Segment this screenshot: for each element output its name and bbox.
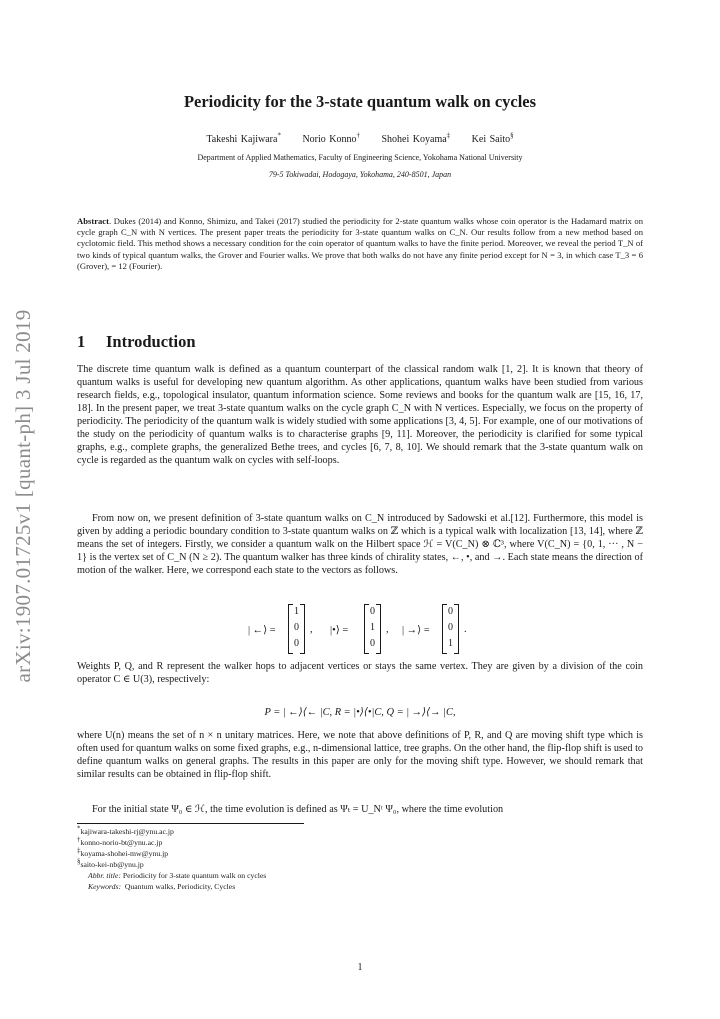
- footnote-rule: [77, 823, 304, 824]
- author-list: [0, 131, 720, 145]
- abstract-text: . Dukes (2014) and Konno, Shimizu, and Takei (2017) studied the periodicity for 2-state quantum walks whose coin operator is the Hadamard matrix on cycle graph C_N with N vertices. The present paper treats the periodicity for 3-state quantum walks on C_N. Our results follow from a new method based on cyclotomic field. This method shows a necessary condition for the coin operator of quantum walks to have the finite period. Moreover, we reveal the period T_N of two kinds of typical quantum walks, the Grover and Fourier walks. We prove that both walks do not have any finite period except for N = 3, in which case T_3 = 6 (Grover), = 12 (Fourier).: [77, 216, 643, 271]
- keywords: [88, 882, 235, 892]
- author: [471, 131, 514, 145]
- footnote-text: kajiwara-takeshi-rj@ynu.ac.jp: [80, 827, 174, 836]
- footnote: [77, 824, 174, 837]
- page-number: 1: [357, 962, 363, 973]
- paragraph: The discrete time quantum walk is defined as a quantum counterpart of the classical random walk [1, 2]. It is known that theory of quantum walks is useful for developing new quantum algorithm. As other applications, quantum walks have been studied from various research fields, e.g., topological insulator, quantum information science. Some reviews and books for the quantum walk are [15, 16, 17, 18]. In the present paper, we treat 3-state quantum walks on the cycle graph C_N with N vertices. Especially, we focus on the property of periodicity. The periodicity of the quantum walk is widely studied with some applications [3, 4, 5]. For example, one of our motivations of the study on the periodicity of quantum walks is to characterise graphs [9, 11]. Moreover, the periodicity is clarified for some typical graphs, e.g., complete graphs, the generalized Bethe trees, and cycles [6, 7, 8, 10]. We should remark that the 3-state quantum walk on cycle is regarded as the quantum walk on cycles with self-loops.: [77, 364, 643, 466]
- column-matrix: [288, 604, 305, 654]
- paragraph-text: From now on, we present definition of 3-state quantum walks on C_N introduced by Sadowski et al.[12]. Furthermore, this model is given by adding a periodic boundary condition to 3-state quantum walks on ℤ which is a typical walk with localization [13, 14], where ℤ means the set of integers. Firstly, we consider a quantum walk on the Hilbert space ℋ = V(C_N) ⊗ ℂ³, where V(C_N) = {0, 1, ··· , N − 1} is the vertex set of C_N (N ≥ 2). The quantum walker has three kinds of chirality states, ←, •, and →. Each state means the direction of motion of the walker. Here, we correspond each state to the vectors as follows.: [77, 513, 643, 576]
- matrix-entry: 0: [370, 606, 375, 617]
- vector-label: |•⟩ =: [330, 625, 349, 636]
- matrix-entry: 0: [294, 638, 299, 649]
- arxiv-stamp: arXiv:1907.01725v1 [quant-ph] 3 Jul 2019: [11, 309, 35, 683]
- paragraph: Weights P, Q, and R represent the walker hops to adjacent vertices or stays the same vertex. They are given by a division of the coin operator C ∈ U(3), respectively:: [77, 661, 643, 685]
- author-name: Norio Konno: [302, 134, 357, 145]
- matrix-entry: 0: [370, 638, 375, 649]
- footnote-text: koyama-shohei-mw@ynu.jp: [80, 849, 169, 858]
- paragraph: [77, 803, 643, 816]
- footnote-mark: †: [77, 835, 81, 844]
- matrix-entry: 0: [448, 622, 453, 633]
- abbr-title: [88, 871, 266, 881]
- affiliation: Department of Applied Mathematics, Faculty of Engineering Science, Yokohama National University: [197, 153, 523, 162]
- chirality-vectors: [248, 604, 488, 656]
- footnote-mark: *: [77, 824, 81, 833]
- matrix-entry: 1: [370, 622, 375, 633]
- footnote: [77, 857, 144, 870]
- vector-separator: .: [464, 624, 467, 635]
- vector-label: | ←⟩ =: [248, 625, 276, 636]
- section-heading: [77, 332, 196, 352]
- paper-title: Periodicity for the 3-state quantum walk on cycles: [183, 92, 537, 111]
- footnote: [77, 835, 163, 848]
- keywords-text: Quantum walks, Periodicity, Cycles: [124, 882, 236, 891]
- author: [206, 131, 281, 145]
- footnote: [77, 846, 169, 859]
- vector-separator: ,: [386, 624, 389, 635]
- abbr-title-label: Abbr. title:: [88, 871, 121, 880]
- section-title: Introduction: [106, 332, 196, 351]
- paragraph-text: For the initial state Ψ₀ ∈ ℋ, the time evolution is defined as Ψₜ = U_Nᵗ Ψ₀, where the time evolution: [92, 804, 504, 815]
- author: [381, 131, 451, 145]
- footnote-mark: ‡: [77, 846, 81, 855]
- footnote-text: konno-norio-bt@ynu.ac.jp: [80, 838, 163, 847]
- address: 79-5 Tokiwadai, Hodogaya, Yokohama, 240-8501, Japan: [268, 170, 452, 179]
- footnote-mark: §: [77, 857, 81, 866]
- matrix-entry: 0: [448, 606, 453, 617]
- author-name: Shohei Koyama: [381, 134, 447, 145]
- footnote-text: saito-kei-nb@ynu.jp: [80, 860, 144, 869]
- keywords-label: Keywords:: [88, 882, 122, 891]
- column-matrix: [442, 604, 459, 654]
- author-mark: †: [356, 131, 360, 140]
- paragraph: where U(n) means the set of n × n unitary matrices. Here, we note that above definitions of P, R, and Q are moving shift type which is often used for quantum walks on some fixed graphs, e.g., n-dimensional lattice, tree graphs. On the other hand, the flip-flop shift is used to define quantum walks on general graphs. The results in this paper are only for the moving shift type. However, we should remark that similar results can be obtained in flip-flop shift.: [77, 730, 643, 780]
- vector-separator: ,: [310, 624, 313, 635]
- matrix-entry: 1: [448, 638, 453, 649]
- shift-equation: P = | ←⟩⟨← |C, R = |•⟩⟨•|C, Q = | →⟩⟨→ |C,: [264, 707, 456, 718]
- author-mark: *: [277, 131, 281, 140]
- author-name: Kei Saito: [471, 134, 511, 145]
- abstract-label: Abstract: [77, 216, 109, 226]
- matrix-entry: 1: [294, 606, 299, 617]
- author-name: Takeshi Kajiwara: [206, 134, 278, 145]
- column-matrix: [364, 604, 381, 654]
- author-mark: §: [510, 131, 514, 140]
- matrix-entry: 0: [294, 622, 299, 633]
- author: [302, 131, 360, 145]
- paragraph: [77, 512, 643, 577]
- abstract: [77, 216, 643, 272]
- vector-label: | →⟩ =: [402, 625, 430, 636]
- author-mark: ‡: [446, 131, 451, 140]
- section-number: 1: [77, 332, 86, 351]
- abbr-title-text: Periodicity for 3-state quantum walk on cycles: [122, 871, 267, 880]
